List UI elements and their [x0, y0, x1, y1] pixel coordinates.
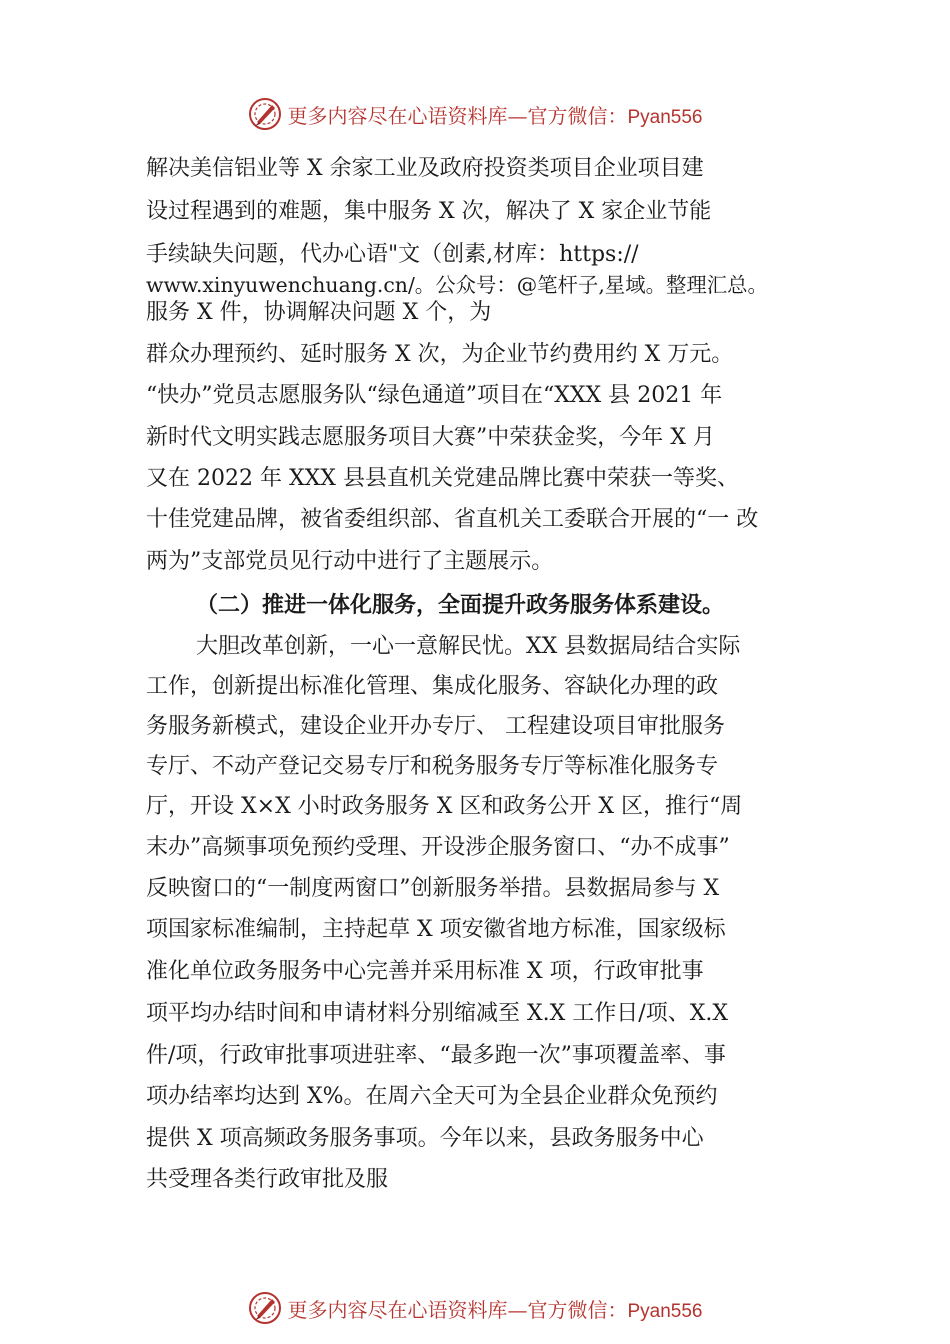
paragraph-line: 准化单位政务服务中心完善并采用标准 X 项，行政审批事: [146, 959, 704, 984]
paragraph-line: 解决美信铝业等 X 余家工业及政府投资类项目企业项目建: [146, 156, 704, 181]
watermark-text: 更多内容尽在心语资料库—官方微信：: [287, 103, 628, 128]
paragraph-line: 十佳党建品牌，被省委组织部、省直机关工委联合开展的“一 改: [146, 507, 759, 532]
paragraph-line: 提供 X 项高频政务服务事项。今年以来，县政务服务中心: [146, 1126, 704, 1151]
paragraph-line: 共受理各类行政审批及服: [146, 1167, 389, 1192]
paragraph-line: 服务 X 件，协调解决问题 X 个，为: [146, 300, 492, 325]
paragraph-line: 两为”支部党员见行动中进行了主题展示。: [146, 549, 554, 574]
footer-watermark: [0, 1288, 950, 1328]
paragraph-line: “快办”党员志愿服务队“绿色通道”项目在“XXX 县 2021 年: [146, 383, 723, 408]
paragraph-line: 件/项，行政审批事项进驻率、“最多跑一次”事项覆盖率、事: [146, 1043, 726, 1068]
paragraph-line: 项国家标准编制，主持起草 X 项安徽省地方标准，国家级标: [146, 917, 726, 942]
paragraph-line: www.xinyuwenchuang.cn/。公众号：@笔杆子,星域。整理汇总。: [146, 273, 768, 297]
paragraph-line: 务服务新模式，建设企业开办专厅、 工程建设项目审批服务: [146, 714, 725, 739]
paragraph-line: 大胆改革创新，一心一意解民忧。XX 县数据局结合实际: [196, 634, 741, 659]
paragraph-line: 反映窗口的“一制度两窗口”创新服务举措。县数据局参与 X: [146, 876, 720, 901]
wechat-id: Pyan556: [627, 106, 703, 128]
paragraph-line: 末办”高频事项免预约受理、开设涉企服务窗口、“办不成事”: [146, 835, 730, 860]
paragraph-line: 专厅、不动产登记交易专厅和税务服务专厅等标准化服务专: [146, 754, 719, 779]
brush-pen-logo-icon: [247, 1290, 283, 1326]
paragraph-line: 项平均办结时间和申请材料分别缩减至 X.X 工作日/项、X.X: [146, 1001, 729, 1026]
watermark-text: 更多内容尽在心语资料库—官方微信：: [287, 1297, 628, 1322]
paragraph-line: 工作，创新提出标准化管理、集成化服务、容缺化办理的政: [146, 674, 719, 699]
section-heading: （二）推进一体化服务，全面提升政务服务体系建设。: [196, 592, 725, 618]
paragraph-line: 设过程遇到的难题，集中服务 X 次，解决了 X 家企业节能: [146, 199, 712, 224]
paragraph-line: 新时代文明实践志愿服务项目大赛”中荣获金奖，今年 X 月: [146, 425, 715, 450]
wechat-id: Pyan556: [627, 1300, 703, 1322]
paragraph-line: 项办结率均达到 X%。在周六全天可为全县企业群众免预约: [146, 1084, 718, 1109]
paragraph-line: 手续缺失问题，代办心语"文（创素,材库：https://: [146, 242, 639, 267]
paragraph-line: 又在 2022 年 XXX 县县直机关党建品牌比赛中荣获一等奖、: [146, 466, 739, 491]
header-watermark: [0, 94, 950, 134]
paragraph-line: 群众办理预约、延时服务 X 次，为企业节约费用约 X 万元。: [146, 342, 734, 367]
brush-pen-logo-icon: [247, 96, 283, 132]
paragraph-line: 厅，开设 X×X 小时政务服务 X 区和政务公开 X 区，推行“周: [146, 794, 743, 819]
